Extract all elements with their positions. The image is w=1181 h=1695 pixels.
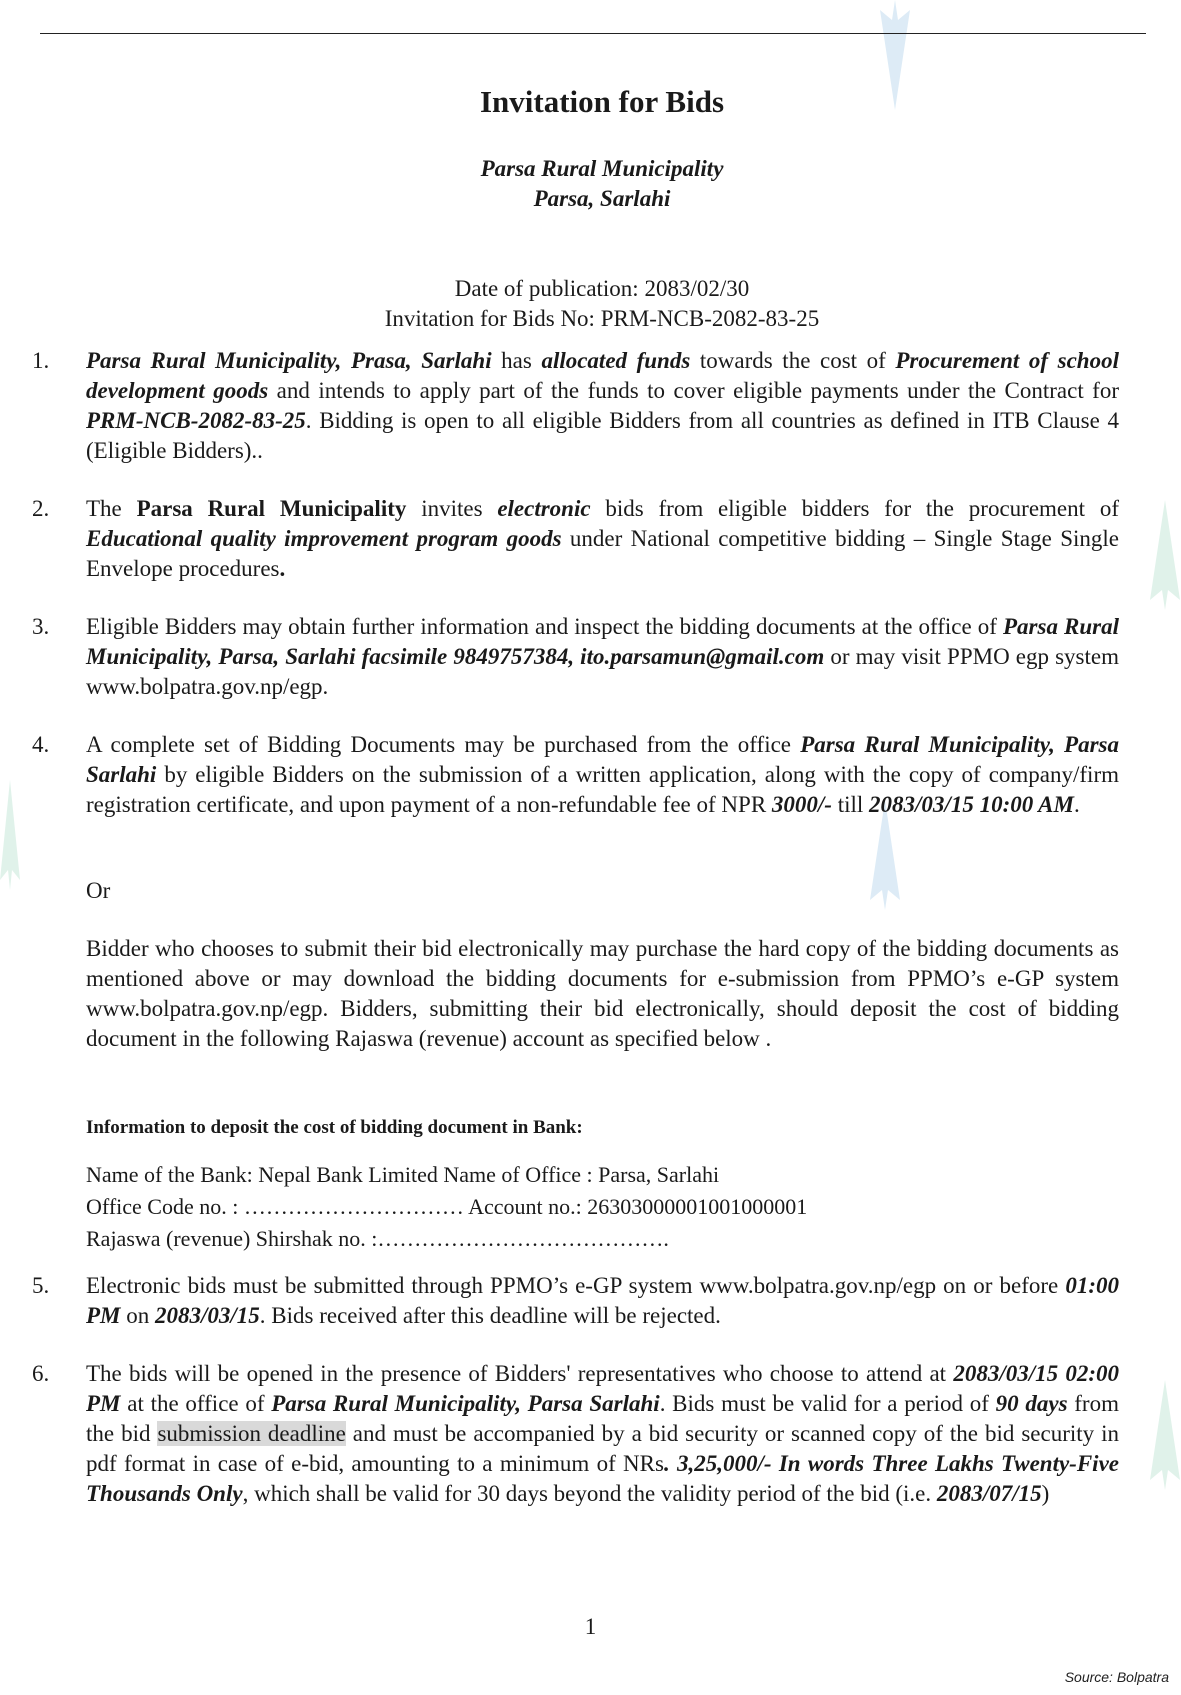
ifb-number: Invitation for Bids No: PRM-NCB-2082-83-25 bbox=[384, 306, 820, 331]
text-run: allocated funds bbox=[541, 348, 691, 373]
text-run: Procurement of school development goods bbox=[86, 348, 1119, 403]
text-run: by eligible Bidders on the submission of a written application, along with the copy of company/firm registration certificate, and upon payment of a non-refundable fee of NPR bbox=[86, 762, 1119, 817]
item-number: 4. bbox=[32, 732, 50, 757]
publication-date: Date of publication: 2083/02/30 bbox=[454, 276, 750, 301]
text-run: A complete set of Bidding Documents may be purchased from the office bbox=[86, 732, 801, 757]
publication-info bbox=[0, 274, 1181, 334]
item-number: 1. bbox=[32, 348, 50, 373]
text-run: and must be accompanied by a bid security or scanned copy of the bid security in pdf format in case of e-bid, amounting to a minimum of NRs bbox=[86, 1421, 1119, 1476]
watermark-arrow-icon bbox=[0, 780, 20, 890]
office-code-line: Office Code no. : ………………………… Account no.: 26303000001001000001 bbox=[86, 1194, 808, 1219]
watermark-arrow-icon bbox=[1150, 1380, 1180, 1490]
text-run: from the bid bbox=[86, 1391, 1119, 1446]
text-run: electronic bbox=[497, 496, 591, 521]
text-run: Parsa Rural Municipality, Parsa Sarlahi bbox=[86, 732, 1119, 787]
issuer-location: Parsa, Sarlahi bbox=[533, 186, 671, 211]
text-run: Eligible Bidders may obtain further information and inspect the bidding documents at the office of bbox=[86, 614, 1003, 639]
text-run: Educational quality improvement program goods bbox=[86, 526, 562, 551]
text-run: and intends to apply part of the funds to cover eligible payments under the Contract for bbox=[268, 378, 1119, 403]
text-run: The bbox=[86, 496, 137, 521]
text-run: PRM-NCB-2082-83-25 bbox=[86, 408, 306, 433]
page-number: 1 bbox=[584, 1614, 597, 1639]
text-run: Parsa Rural Municipality, Parsa Sarlahi bbox=[271, 1391, 660, 1416]
document-title: Invitation for Bids bbox=[479, 84, 725, 119]
issuer-organization: Parsa Rural Municipality bbox=[480, 156, 724, 181]
text-run: 90 days bbox=[995, 1391, 1068, 1416]
text-run: or may visit PPMO egp system www.bolpatra.gov.np/egp. bbox=[86, 644, 1120, 699]
text-run: , which shall be valid for 30 days beyond the validity period of the bid (i.e. bbox=[242, 1481, 937, 1506]
source-credit: Source: Bolpatra bbox=[1064, 1669, 1169, 1685]
text-run: 2083/03/15 02:00 PM bbox=[86, 1361, 1119, 1416]
text-run: The bids will be opened in the presence of Bidders' representatives who choose to attend at bbox=[86, 1361, 954, 1386]
item-5-paragraph bbox=[86, 1271, 1119, 1331]
text-run: 01:00 PM bbox=[86, 1273, 1119, 1328]
rajaswa-line: Rajaswa (revenue) Shirshak no. :…………………………………. bbox=[86, 1226, 669, 1251]
item-4-paragraph bbox=[86, 730, 1119, 820]
watermark-arrow-icon bbox=[1150, 500, 1180, 610]
text-run: Parsa Rural Municipality bbox=[136, 496, 407, 521]
text-run: . bbox=[1073, 792, 1080, 817]
text-run: . Bidding is open to all eligible Bidders from all countries as defined in ITB Clause 4 (Eligible Bidders).. bbox=[86, 408, 1119, 463]
text-run: Parsa Rural Municipality, Prasa, Sarlahi bbox=[86, 348, 492, 373]
text-run: 2083/03/15 10:00 AM bbox=[869, 792, 1074, 817]
text-run: at the office of bbox=[120, 1391, 272, 1416]
top-rule bbox=[40, 33, 1146, 34]
text-run: on bbox=[120, 1303, 155, 1328]
item-6-paragraph bbox=[86, 1359, 1119, 1509]
or-separator: Or bbox=[86, 878, 111, 903]
bank-name-line: Name of the Bank: Nepal Bank Limited Name of Office : Parsa, Sarlahi bbox=[86, 1162, 720, 1187]
text-run: 3000/- bbox=[771, 792, 832, 817]
item-1-paragraph bbox=[86, 346, 1119, 466]
item-3-paragraph bbox=[86, 612, 1119, 702]
text-run: . 3,25,000/- In words Three Lakhs Twenty-Five Thousands Only bbox=[86, 1451, 1119, 1506]
text-run: bids from eligible bidders for the procurement of bbox=[590, 496, 1119, 521]
text-run: till bbox=[831, 792, 870, 817]
text-run: ) bbox=[1041, 1481, 1050, 1506]
text-run: towards the cost of bbox=[690, 348, 896, 373]
text-run: Parsa Rural Municipality, Parsa, Sarlahi facsimile 9849757384, ito.parsamun@gmail.com bbox=[86, 614, 1119, 669]
text-run: 2083/03/15 bbox=[155, 1303, 260, 1328]
text-run: . bbox=[279, 556, 286, 581]
text-run: under National competitive bidding – Single Stage Single Envelope procedures bbox=[86, 526, 1119, 581]
item-number: 3. bbox=[32, 614, 50, 639]
issuer-block bbox=[0, 154, 1181, 214]
text-run: Electronic bids must be submitted through PPMO’s e-GP system www.bolpatra.gov.np/egp on or before bbox=[86, 1273, 1066, 1298]
item-number: 6. bbox=[32, 1361, 50, 1386]
text-run: 2083/07/15 bbox=[936, 1481, 1042, 1506]
text-run: . Bids received after this deadline will be rejected. bbox=[259, 1303, 721, 1328]
bank-info-heading: Information to deposit the cost of bidding document in Bank: bbox=[86, 1117, 583, 1138]
item-number: 2. bbox=[32, 496, 50, 521]
highlighted-text: submission deadline bbox=[157, 1421, 346, 1446]
item-2-paragraph bbox=[86, 494, 1119, 584]
text-run: has bbox=[491, 348, 542, 373]
text-run: . Bids must be valid for a period of bbox=[659, 1391, 996, 1416]
bank-info-block bbox=[86, 1159, 807, 1255]
text-run: invites bbox=[406, 496, 498, 521]
e-submission-paragraph: Bidder who chooses to submit their bid electronically may purchase the hard copy of the bidding documents as mentioned above or may download the bidding documents for e-submission from PPMO’s e-GP system www.bolpatra.gov.np/egp. Bidders, submitting their bid electronically, should deposit the cost of bidding document in the following Rajaswa (revenue) account as specified below . bbox=[86, 936, 1119, 1051]
item-number: 5. bbox=[32, 1273, 50, 1298]
